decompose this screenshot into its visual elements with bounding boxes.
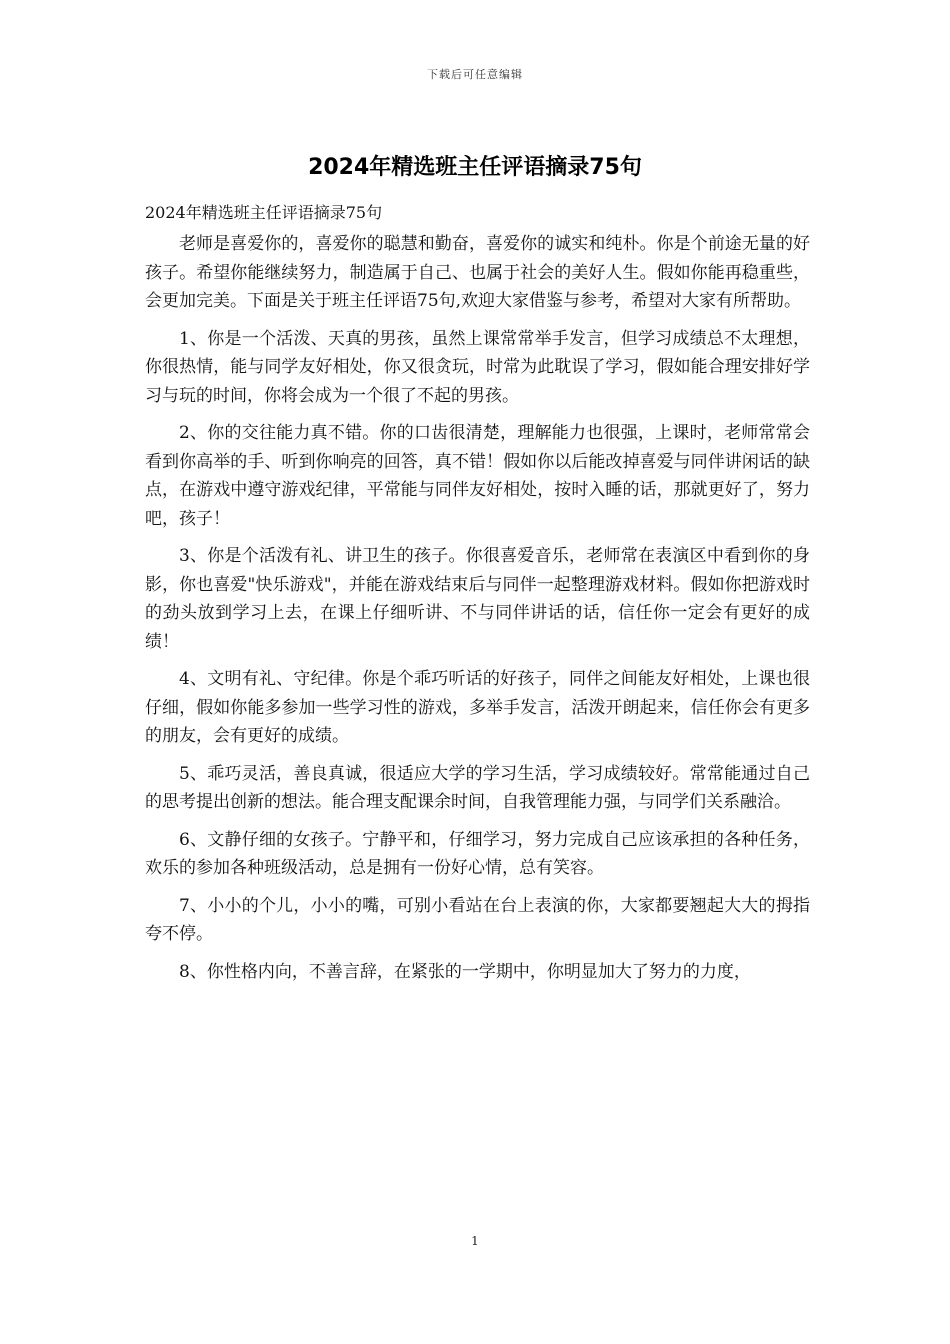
comment-paragraph-5: 5、乖巧灵活，善良真诚，很适应大学的学习生活，学习成绩较好。常常能通过自己的思考提出创新的想法。能合理支配课余时间，自我管理能力强，与同学们关系融洽。 [145,763,810,812]
comment-paragraph-3: 3、你是个活泼有礼、讲卫生的孩子。你很喜爱音乐，老师常在表演区中看到你的身影，你也喜爱"快乐游戏"，并能在游戏结束后与同伴一起整理游戏材料。假如你把游戏时的劲头放到学习上去，在课上仔细听讲、不与同伴讲话的话，信任你一定会有更好的成绩！ [145,546,810,652]
intro-paragraph: 老师是喜爱你的，喜爱你的聪慧和勤奋，喜爱你的诚实和纯朴。你是个前途无量的好孩子。希望你能继续努力，制造属于自己、也属于社会的美好人生。假如你能再稳重些，会更加完美。下面是关于班主任评语75句,欢迎大家借鉴与参考，希望对大家有所帮助。 [145,234,810,311]
header-note: 下载后可任意编辑 [427,68,523,81]
page-number: 1 [471,1234,479,1248]
comment-paragraph-6: 6、文静仔细的女孩子。宁静平和，仔细学习，努力完成自己应该承担的各种任务，欢乐的参加各种班级活动，总是拥有一份好心情，总有笑容。 [145,829,810,878]
document-title: 2024年精选班主任评语摘录75句 [308,155,642,180]
document-body [145,200,810,995]
subtitle-line: 2024年精选班主任评语摘录75句 [145,203,383,222]
comment-paragraph-4: 4、文明有礼、守纪律。你是个乖巧听话的好孩子，同伴之间能友好相处，上课也很仔细，假如你能多参加一些学习性的游戏，多举手发言，活泼开朗起来，信任你会有更多的朋友，会有更好的成绩。 [145,669,810,746]
comment-paragraph-7: 7、小小的个儿，小小的嘴，可别小看站在台上表演的你，大家都要翘起大大的拇指夸不停。 [145,895,810,944]
comment-paragraph-2: 2、你的交往能力真不错。你的口齿很清楚，理解能力也很强，上课时，老师常常会看到你高举的手、听到你响亮的回答，真不错！假如你以后能改掉喜爱与同伴讲闲话的缺点，在游戏中遵守游戏纪律，平常能与同伴友好相处，按时入睡的话，那就更好了，努力吧，孩子！ [145,423,810,529]
comment-paragraph-1: 1、你是一个活泼、天真的男孩，虽然上课常常举手发言，但学习成绩总不太理想，你很热情，能与同学友好相处，你又很贪玩，时常为此耽误了学习，假如能合理安排好学习与玩的时间，你将会成为一个很了不起的男孩。 [145,328,810,406]
comment-paragraph-8: 8、你性格内向，不善言辞，在紧张的一学期中，你明显加大了努力的力度， [179,961,751,982]
